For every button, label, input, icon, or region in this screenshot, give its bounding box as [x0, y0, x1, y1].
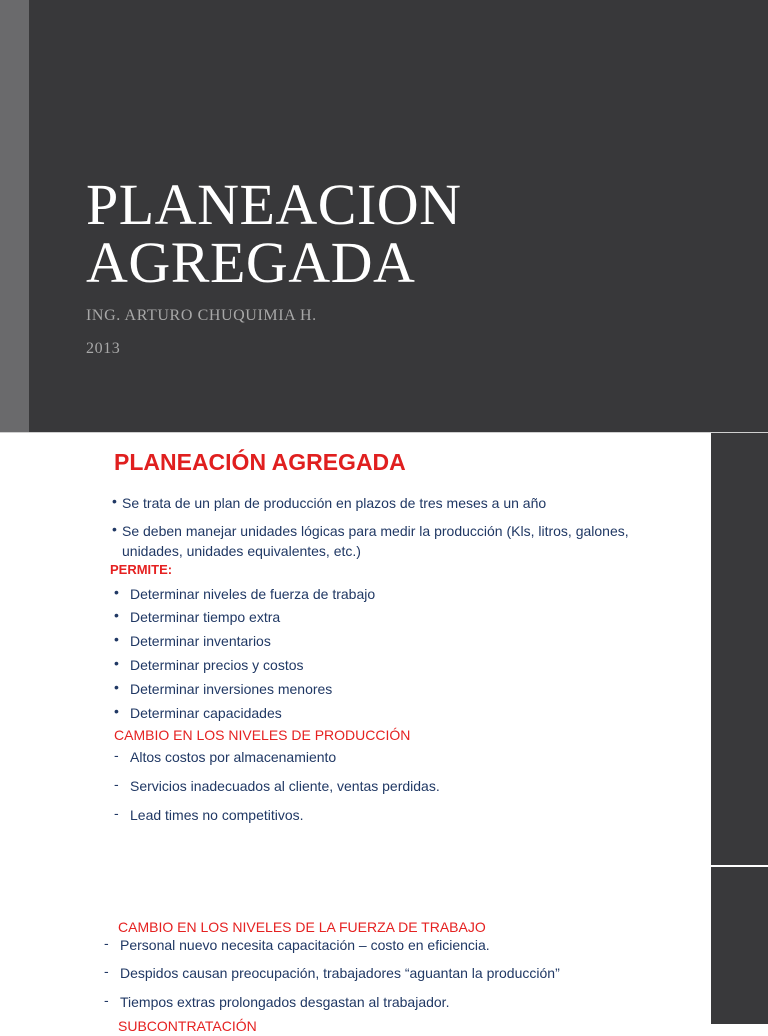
bullet-dot: •	[114, 679, 119, 695]
dash-marker: -	[104, 992, 109, 1008]
permite-item: Determinar precios y costos	[130, 657, 304, 673]
slide2-heading: PLANEACIÓN AGREGADA	[114, 449, 406, 475]
cover-year: 2013	[86, 340, 121, 357]
dash-marker: -	[114, 747, 119, 763]
dash-marker: -	[114, 776, 119, 792]
slide-separator	[0, 865, 768, 867]
permite-label: PERMITE:	[110, 562, 173, 577]
slide-divider	[0, 432, 768, 433]
dash-marker: -	[114, 805, 119, 821]
bullet-dot: •	[112, 521, 117, 537]
intro-line-1: Se trata de un plan de producción en plazos de tres meses a un año	[122, 495, 547, 511]
fuerza-item: Tiempos extras prolongados desgastan al trabajador.	[120, 994, 450, 1010]
cambio-produccion-label: CAMBIO EN LOS NIVELES DE PRODUCCIÓN	[114, 727, 411, 743]
subcontratacion-label: SUBCONTRATACIÓN	[118, 1018, 257, 1034]
cover-title-line2: AGREGADA	[86, 230, 416, 295]
cambio-fuerza-label: CAMBIO EN LOS NIVELES DE LA FUERZA DE TRABAJO	[118, 919, 486, 935]
cover-author: ING. ARTURO CHUQUIMIA H.	[86, 307, 317, 324]
permite-item: Determinar inventarios	[130, 633, 271, 649]
fuerza-item: Despidos causan preocupación, trabajadores “aguantan la producción”	[120, 965, 560, 981]
bullet-dot: •	[112, 493, 117, 509]
permite-item: Determinar niveles de fuerza de trabajo	[130, 586, 376, 602]
cambio-item: Servicios inadecuados al cliente, ventas perdidas.	[130, 778, 440, 794]
permite-item: Determinar tiempo extra	[130, 609, 281, 625]
intro-line-2: Se deben manejar unidades lógicas para medir la producción (Kls, litros, galones,	[122, 523, 629, 539]
cover-title-line1: PLANEACION	[86, 172, 462, 237]
cover-accent-bar	[0, 0, 29, 432]
cambio-item: Altos costos por almacenamiento	[130, 749, 337, 765]
fuerza-item: Personal nuevo necesita capacitación – costo en eficiencia.	[120, 937, 490, 953]
bullet-dot: •	[114, 703, 119, 719]
bullet-dot: •	[114, 607, 119, 623]
permite-item: Determinar inversiones menores	[130, 681, 333, 697]
dash-marker: -	[104, 963, 109, 979]
bullet-dot: •	[114, 655, 119, 671]
cover-title	[86, 172, 746, 295]
permite-item: Determinar capacidades	[130, 705, 282, 721]
bullet-dot: •	[114, 631, 119, 647]
slide3-side-bar	[711, 867, 768, 1024]
dash-marker: -	[104, 935, 109, 951]
cover-slide	[0, 0, 768, 432]
cambio-item: Lead times no competitivos.	[130, 807, 304, 823]
intro-line-3: unidades, unidades equivalentes, etc.)	[122, 543, 361, 559]
bullet-dot: •	[114, 584, 119, 600]
slide2-side-bar	[711, 433, 768, 865]
